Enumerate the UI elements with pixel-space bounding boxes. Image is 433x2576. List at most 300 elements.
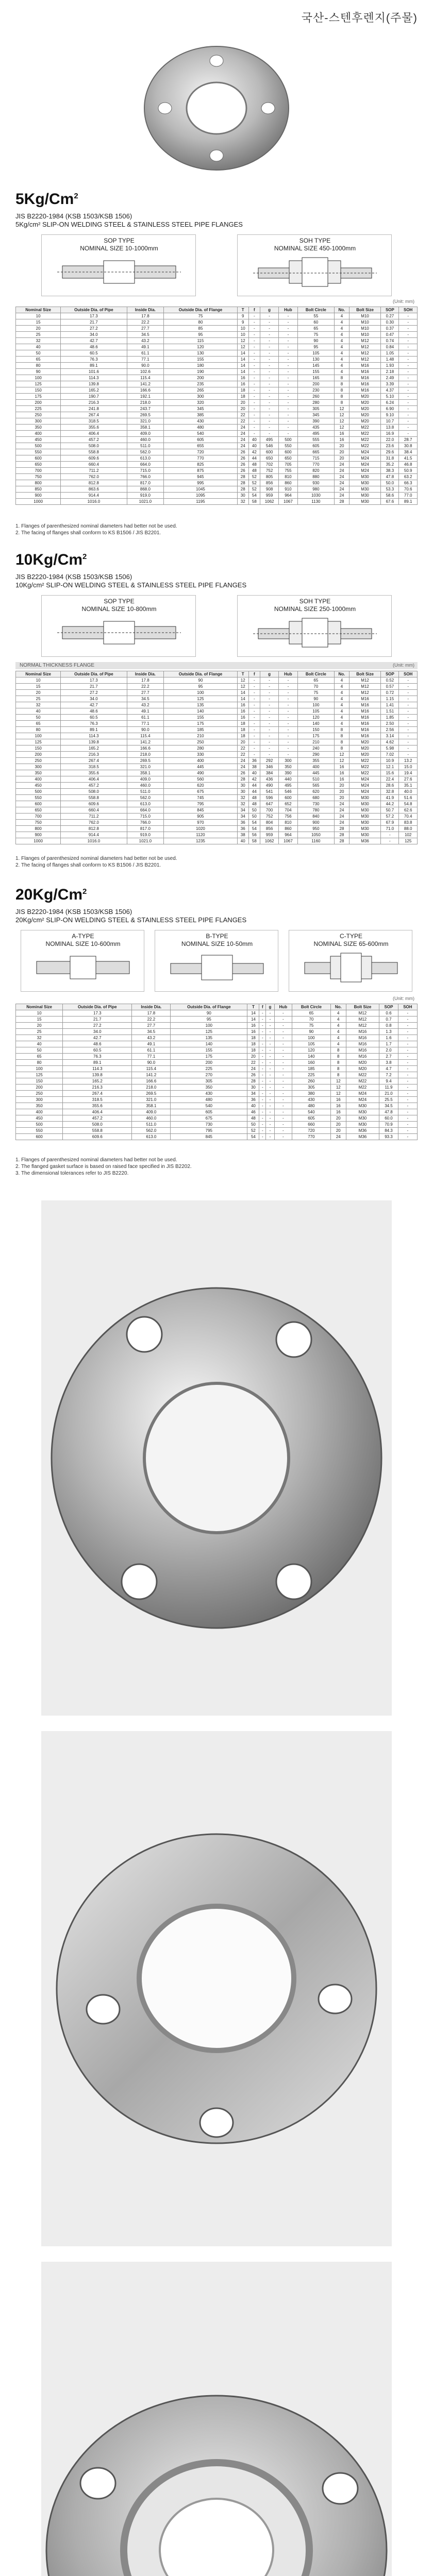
table-cell: 24 <box>335 480 349 486</box>
soh-section-icon <box>253 256 377 292</box>
table-cell: 48 <box>248 462 260 468</box>
table-cell: - <box>399 369 418 375</box>
table-cell: 480 <box>171 1097 247 1103</box>
table-cell: 41.5 <box>399 455 418 462</box>
table-cell: 15.0 <box>399 764 418 770</box>
table-cell: - <box>398 1035 417 1041</box>
table-cell: 54 <box>248 820 260 826</box>
table-cell: - <box>266 1128 274 1134</box>
table-cell: - <box>274 1054 292 1060</box>
table-row <box>16 468 418 474</box>
table-cell: - <box>248 431 260 437</box>
table-cell: 42 <box>248 449 260 455</box>
table-cell: M24 <box>346 1097 379 1103</box>
table-cell: 1050 <box>297 832 335 838</box>
table-cell: 24 <box>237 758 248 764</box>
table-cell: 457.2 <box>61 783 127 789</box>
table-row <box>16 1029 418 1035</box>
table-cell: 30 <box>237 493 248 499</box>
table-cell: 620 <box>164 783 237 789</box>
table-cell: 77.1 <box>127 357 164 363</box>
soh-label-5k: SOH TYPE <box>299 237 331 244</box>
table-cell: M12 <box>346 1010 379 1016</box>
table-cell: - <box>279 326 297 332</box>
a-type-section-icon <box>31 951 135 987</box>
table-cell: 40 <box>16 708 61 715</box>
table-cell: - <box>266 1035 274 1041</box>
table-cell: 16 <box>237 708 248 715</box>
table-cell: 120 <box>164 344 237 350</box>
standard-20k: JIS B2220-1984 (KSB 1503/KSB 1506) <box>15 908 132 916</box>
c-type-size: NOMINAL SIZE 65-600mm <box>313 940 389 947</box>
table-row <box>16 449 418 455</box>
table-cell: 700 <box>260 807 278 814</box>
table-header-cell: No. <box>330 1004 346 1010</box>
table-cell: 930 <box>297 480 335 486</box>
table-cell: 540 <box>171 1103 247 1109</box>
table-cell: 22.2 <box>127 319 164 326</box>
table-cell: - <box>248 690 260 696</box>
table-row <box>16 431 418 437</box>
table-cell: 20 <box>237 400 248 406</box>
table-cell: M12 <box>349 357 381 363</box>
table-cell: 964 <box>279 493 297 499</box>
table-cell: - <box>279 369 297 375</box>
table-cell: 12 <box>335 418 349 425</box>
table-cell: 63.2 <box>399 474 418 480</box>
table-cell: 0.27 <box>381 313 399 319</box>
table-header-cell: T <box>237 671 248 677</box>
table-cell: 100 <box>16 733 61 739</box>
table-cell: 75 <box>297 690 335 696</box>
table-cell: 330 <box>164 752 237 758</box>
table-cell: 75 <box>297 332 335 338</box>
table-cell: - <box>398 1109 417 1115</box>
sop-size-10k: NOMINAL SIZE 10-800mm <box>81 605 157 613</box>
table-cell: - <box>248 350 260 357</box>
table-cell: - <box>399 326 418 332</box>
table-cell: - <box>399 375 418 381</box>
table-header-cell: Outside Dia. of Flange <box>171 1004 247 1010</box>
table-cell: 2.0 <box>379 1047 398 1054</box>
table-cell: 875 <box>164 468 237 474</box>
table-header-cell: SOP <box>381 671 399 677</box>
table-cell: M30 <box>349 493 381 499</box>
table-cell: - <box>259 1122 266 1128</box>
table-cell: M16 <box>349 387 381 394</box>
table-cell: - <box>266 1016 274 1023</box>
table-row <box>16 832 418 838</box>
table-cell: - <box>399 739 418 745</box>
table-cell: 6.90 <box>381 406 399 412</box>
table-header-cell: Bolt Size <box>349 307 381 313</box>
table-row <box>16 1097 418 1103</box>
table-header-cell: f <box>259 1004 266 1010</box>
table-row <box>16 369 418 375</box>
table-cell: 56 <box>248 832 260 838</box>
table-cell: 267.4 <box>61 758 127 764</box>
table-cell: - <box>260 733 278 739</box>
table-header-cell: SOH <box>399 671 418 677</box>
table-cell: 495 <box>260 437 278 443</box>
table-cell: 10 <box>16 677 61 684</box>
table-header-cell: Outside Dia. of Pipe <box>63 1004 132 1010</box>
table-cell: 20 <box>335 783 349 789</box>
table-cell: 980 <box>297 486 335 493</box>
table-cell: 28 <box>237 474 248 480</box>
table-cell: - <box>266 1041 274 1047</box>
table-cell: 40.0 <box>399 789 418 795</box>
table-header-cell: SOP <box>379 1004 398 1010</box>
table-cell: 26 <box>237 468 248 474</box>
table-cell: 540 <box>164 431 237 437</box>
table-cell: M30 <box>349 820 381 826</box>
table-row <box>16 1016 418 1023</box>
table-cell: 241.8 <box>61 406 127 412</box>
table-cell: 508.0 <box>61 789 127 795</box>
table-cell: 756 <box>279 814 297 820</box>
table-cell: - <box>248 394 260 400</box>
table-cell: M30 <box>346 1122 379 1128</box>
table-cell: 430 <box>292 1097 330 1103</box>
table-cell: 613.0 <box>127 801 164 807</box>
table-cell: 655 <box>164 443 237 449</box>
table-cell: 185 <box>164 727 237 733</box>
table-cell: M16 <box>346 1054 379 1060</box>
table-cell: 60 <box>297 319 335 326</box>
table-cell: - <box>259 1072 266 1078</box>
table-cell: 0.7 <box>379 1016 398 1023</box>
table-row <box>16 493 418 499</box>
table-cell: 89.1 <box>63 1060 132 1066</box>
table-cell: 18 <box>247 1035 259 1041</box>
table-cell: - <box>398 1134 417 1140</box>
table-cell: - <box>260 418 278 425</box>
table-cell: 24 <box>237 431 248 437</box>
section-title-10k: 10Kg/Cm$^2$ <box>15 551 87 568</box>
table-cell: 139.8 <box>63 1072 132 1078</box>
table-cell: 52 <box>247 1128 259 1134</box>
table-cell: 762.0 <box>61 820 127 826</box>
table-cell: 34.0 <box>61 696 127 702</box>
table-cell: 22 <box>237 752 248 758</box>
table-cell: 240 <box>297 745 335 752</box>
table-cell: 225 <box>292 1072 330 1078</box>
table-cell: M30 <box>346 1115 379 1122</box>
table-cell: - <box>266 1029 274 1035</box>
table-cell: 350 <box>16 770 61 776</box>
table-cell: - <box>398 1041 417 1047</box>
table-cell: 90 <box>292 1029 330 1035</box>
table-cell: 62.6 <box>399 807 418 814</box>
table-cell: 700 <box>16 468 61 474</box>
table-cell: 959 <box>260 493 278 499</box>
flange-photo-top <box>139 31 294 185</box>
table-cell: 265 <box>164 387 237 394</box>
table-cell: 290 <box>297 752 335 758</box>
table-cell: 0.37 <box>381 326 399 332</box>
table-cell: 70 <box>297 684 335 690</box>
table-cell: 16 <box>330 1103 346 1109</box>
table-cell: 24 <box>335 462 349 468</box>
table-cell: M12 <box>346 1016 379 1023</box>
table-row <box>16 795 418 801</box>
table-cell: 4 <box>335 338 349 344</box>
table-cell: 175 <box>164 721 237 727</box>
table-row <box>16 677 418 684</box>
table-cell: 125 <box>164 696 237 702</box>
table-cell: 27.2 <box>63 1023 132 1029</box>
table-cell: 755 <box>279 468 297 474</box>
table-cell: 305 <box>292 1084 330 1091</box>
description-10k: 10Kg/cm² SLIP-ON WELDING STEEL & STAINLESS STEEL PIPE FLANGES <box>15 581 247 589</box>
table-cell: - <box>399 684 418 690</box>
table-cell: 650 <box>260 455 278 462</box>
table-cell: 908 <box>260 486 278 493</box>
table-cell: 766.0 <box>127 820 164 826</box>
table-cell: - <box>260 344 278 350</box>
table-cell: 90 <box>171 1010 247 1016</box>
table-header-cell: Hub <box>274 1004 292 1010</box>
table-cell: 16 <box>335 776 349 783</box>
table-row <box>16 1047 418 1054</box>
table-cell: M16 <box>346 1029 379 1035</box>
table-cell: - <box>259 1115 266 1122</box>
table-cell: 90 <box>164 677 237 684</box>
table-cell: M16 <box>349 696 381 702</box>
table-cell: 16 <box>237 702 248 708</box>
table-cell: 868.0 <box>127 486 164 493</box>
table-cell: 85 <box>164 326 237 332</box>
table-cell: 4 <box>330 1016 346 1023</box>
table-cell: 150 <box>297 727 335 733</box>
table-cell: - <box>398 1115 417 1122</box>
table-row <box>16 455 418 462</box>
table-cell: 190.7 <box>61 394 127 400</box>
table-cell: 856 <box>260 480 278 486</box>
table-cell: 17.8 <box>127 313 164 319</box>
table-cell: 75 <box>164 313 237 319</box>
table-cell: 49.1 <box>132 1041 171 1047</box>
table-cell: 546 <box>260 443 278 449</box>
table-cell: 4 <box>335 690 349 696</box>
table-cell: 90.0 <box>132 1060 171 1066</box>
table-cell: - <box>259 1066 266 1072</box>
table-cell: 30.8 <box>399 443 418 449</box>
table-cell: 16 <box>247 1023 259 1029</box>
table-cell: - <box>259 1109 266 1115</box>
table-cell: 10 <box>237 332 248 338</box>
table-cell: 141.2 <box>127 739 164 745</box>
table-cell: 445 <box>297 770 335 776</box>
table-cell: 8 <box>335 739 349 745</box>
table-row <box>16 319 418 326</box>
table-cell: 125 <box>16 1072 63 1078</box>
table-cell: - <box>398 1047 417 1054</box>
table-cell: 20 <box>330 1115 346 1122</box>
table-cell: 155 <box>171 1047 247 1054</box>
table-row <box>16 326 418 332</box>
table-row <box>16 443 418 449</box>
table-cell: 16 <box>335 764 349 770</box>
spec-table-5k <box>15 307 418 505</box>
table-cell: 1130 <box>297 499 335 505</box>
table-cell: 9.10 <box>381 412 399 418</box>
table-cell: - <box>260 313 278 319</box>
table-cell: 3.14 <box>381 733 399 739</box>
table-row <box>16 807 418 814</box>
table-cell: 58.6 <box>381 493 399 499</box>
table-cell: 88.0 <box>399 826 418 832</box>
sop-section-icon <box>57 616 181 652</box>
table-cell: 139.8 <box>61 739 127 745</box>
table-cell: 318.5 <box>61 418 127 425</box>
table-cell: - <box>260 425 278 431</box>
table-row <box>16 499 418 505</box>
table-cell: 17.8 <box>132 1010 171 1016</box>
table-cell: - <box>260 387 278 394</box>
table-cell: 660.4 <box>61 462 127 468</box>
table-cell: - <box>266 1103 274 1109</box>
table-cell: - <box>260 721 278 727</box>
table-cell: 2.7 <box>379 1054 398 1060</box>
table-row <box>16 412 418 418</box>
table-cell: 8 <box>335 381 349 387</box>
table-cell: 16 <box>335 431 349 437</box>
table-cell: 38.3 <box>381 468 399 474</box>
table-header-cell: Outside Dia. of Pipe <box>61 671 127 677</box>
table-cell: 65 <box>297 677 335 684</box>
table-row <box>16 776 418 783</box>
table-cell: M16 <box>346 1035 379 1041</box>
table-row <box>16 381 418 387</box>
table-cell: 36 <box>247 1097 259 1103</box>
table-cell: 480 <box>292 1103 330 1109</box>
table-cell: - <box>248 344 260 350</box>
table-cell: 4 <box>330 1041 346 1047</box>
table-cell: - <box>248 418 260 425</box>
table-row <box>16 727 418 733</box>
table-cell: 20 <box>335 789 349 795</box>
table-cell: - <box>399 425 418 431</box>
table-cell: 95 <box>164 332 237 338</box>
table-cell: 260 <box>292 1078 330 1084</box>
table-cell: - <box>259 1084 266 1091</box>
table-cell: 609.6 <box>63 1134 132 1140</box>
table-cell: M24 <box>349 468 381 474</box>
table-cell: - <box>279 412 297 418</box>
table-cell: 770 <box>164 455 237 462</box>
table-cell: 440 <box>279 776 297 783</box>
table-cell: 964 <box>279 832 297 838</box>
table-cell: 52 <box>248 486 260 493</box>
table-cell: 1067 <box>279 838 297 844</box>
table-cell: 200 <box>297 381 335 387</box>
table-cell: 4 <box>335 319 349 326</box>
table-cell: 1067 <box>279 499 297 505</box>
table-cell: - <box>259 1016 266 1023</box>
table-cell: - <box>399 752 418 758</box>
table-cell: - <box>266 1066 274 1072</box>
table-cell: 32 <box>237 801 248 807</box>
table-cell: - <box>259 1035 266 1041</box>
table-cell: 10 <box>237 326 248 332</box>
table-cell: 2.49 <box>381 375 399 381</box>
table-cell: 31.8 <box>381 455 399 462</box>
table-cell: 495 <box>297 431 335 437</box>
table-cell: - <box>259 1091 266 1097</box>
table-row <box>16 486 418 493</box>
table-cell: 243.7 <box>127 406 164 412</box>
note-line: 2. The facing of flanges shall conform to KS B1506 / JIS B2201. <box>15 530 161 536</box>
table-cell: 350 <box>171 1084 247 1091</box>
table-cell: 500 <box>16 789 61 795</box>
table-cell: 200 <box>171 1060 247 1066</box>
table-cell: 24 <box>335 486 349 493</box>
table-cell: 4.62 <box>381 739 399 745</box>
table-cell: 511.0 <box>127 789 164 795</box>
table-cell: - <box>274 1047 292 1054</box>
table-cell: 46.8 <box>399 462 418 468</box>
table-cell: 540 <box>292 1109 330 1115</box>
table-cell: - <box>398 1078 417 1084</box>
table-cell: - <box>260 375 278 381</box>
table-cell: 919.0 <box>127 832 164 838</box>
table-cell: 704 <box>279 807 297 814</box>
table-cell: - <box>260 326 278 332</box>
table-cell: M22 <box>346 1084 379 1091</box>
table-cell: 28 <box>335 838 349 844</box>
table-cell: M12 <box>349 344 381 350</box>
table-cell: 1.7 <box>379 1041 398 1047</box>
table-cell: 914.4 <box>61 832 127 838</box>
table-cell: 40 <box>248 770 260 776</box>
table-cell: 435 <box>297 425 335 431</box>
table-cell: 43.2 <box>132 1035 171 1041</box>
table-cell: 216.3 <box>61 400 127 406</box>
table-cell: 12 <box>335 752 349 758</box>
normal-thickness-band: NORMAL THICKNESS FLANGE <box>15 662 418 669</box>
table-cell: 101.6 <box>61 369 127 375</box>
description-5k: 5Kg/cm² SLIP-ON WELDING STEEL & STAINLESS STEEL PIPE FLANGES <box>15 221 243 228</box>
table-cell: 1000 <box>16 499 61 505</box>
table-cell: - <box>274 1134 292 1140</box>
table-cell: - <box>274 1128 292 1134</box>
table-cell: 1016.0 <box>61 499 127 505</box>
table-cell: 3.8 <box>379 1060 398 1066</box>
table-cell: - <box>274 1084 292 1091</box>
table-cell: 70.6 <box>399 486 418 493</box>
table-cell: M20 <box>346 1060 379 1066</box>
unit-10k: (Unit: mm) <box>393 663 414 668</box>
table-cell: 28 <box>237 480 248 486</box>
table-cell: 54.8 <box>399 801 418 807</box>
table-cell: 48.6 <box>61 708 127 715</box>
table-cell: 609.6 <box>61 455 127 462</box>
table-cell: M22 <box>349 770 381 776</box>
table-cell: 155 <box>297 369 335 375</box>
table-cell: - <box>248 708 260 715</box>
table-cell: - <box>248 357 260 363</box>
table-cell: 652 <box>279 801 297 807</box>
table-cell: 225 <box>16 406 61 412</box>
table-cell: 805 <box>260 474 278 480</box>
table-cell: M22 <box>349 758 381 764</box>
table-cell: 919.0 <box>127 493 164 499</box>
table-cell: 48 <box>248 468 260 474</box>
table-cell: 508.0 <box>61 443 127 449</box>
table-cell: 100 <box>16 375 61 381</box>
